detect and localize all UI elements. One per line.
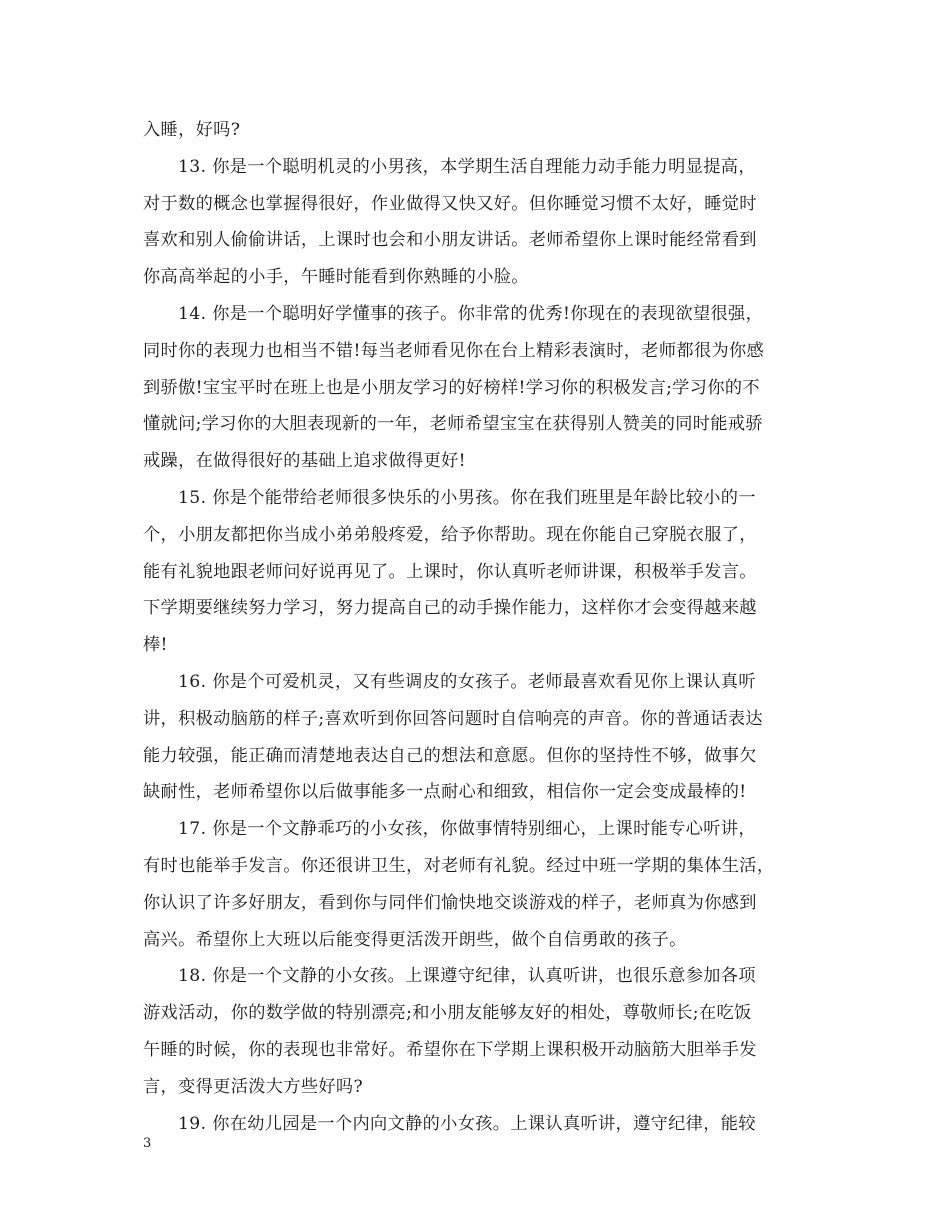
text-line: 能有礼貌地跟老师问好说再见了。上课时，你认真听老师讲课，积极举手发言。 (143, 561, 757, 582)
text-line: 14. 你是一个聪明好学懂事的孩子。你非常的优秀!你现在的表现欲望很强， (178, 303, 764, 324)
text-line: 讲，积极动脑筋的样子;喜欢听到你回答问题时自信响亮的声音。你的普通话表达 (143, 708, 763, 729)
text-line: 同时你的表现力也相当不错!每当老师看见你在台上精彩表演时，老师都很为你感 (143, 340, 765, 361)
text-line: 17. 你是一个文静乖巧的小女孩，你做事情特别细心，上课时能专心听讲， (178, 819, 756, 840)
text-line: 19. 你在幼儿园是一个内向文静的小女孩。上课认真听讲，遵守纪律，能较 (178, 1113, 756, 1134)
text-line: 入睡，好吗? (143, 120, 241, 140)
page-number: 3 (143, 1136, 152, 1151)
text-line: 高兴。希望你上大班以后能变得更活泼开朗些，做个自信勇敢的孩子。 (143, 929, 687, 950)
text-line: 下学期要继续努力学习，努力提高自己的动手操作能力，这样你才会变得越来越 (143, 598, 757, 619)
text-line: 懂就问;学习你的大胆表现新的一年，老师希望宝宝在获得别人赞美的同时能戒骄 (143, 414, 763, 435)
text-line: 对于数的概念也掌握得很好，作业做得又快又好。但你睡觉习惯不太好，睡觉时 (143, 193, 757, 214)
text-line: 15. 你是个能带给老师很多快乐的小男孩。你在我们班里是年龄比较小的一 (178, 487, 756, 508)
text-line: 午睡的时候，你的表现也非常好。希望你在下学期上课积极开动脑筋大胆举手发 (143, 1039, 757, 1060)
text-line: 你高高举起的小手，午睡时能看到你熟睡的小脸。 (143, 267, 529, 288)
text-line: 你认识了许多好朋友，看到你与同伴们愉快地交谈游戏的样子，老师真为你感到 (143, 892, 757, 913)
text-line: 棒! (143, 635, 168, 656)
text-line: 18. 你是一个文静的小女孩。上课遵守纪律，认真听讲，也很乐意参加各项 (178, 966, 756, 987)
text-line: 13. 你是一个聪明机灵的小男孩，本学期生活自理能力动手能力明显提高， (178, 156, 756, 177)
text-line: 游戏活动，你的数学做的特别漂亮;和小朋友能够友好的相处，尊敬师长;在吃饭 (143, 1003, 752, 1024)
text-line: 戒躁，在做得很好的基础上追求做得更好! (143, 451, 466, 472)
text-line: 个，小朋友都把你当成小弟弟般疼爱，给予你帮助。现在你能自己穿脱衣服了， (143, 524, 757, 545)
text-line: 言，变得更活泼大方些好吗? (143, 1076, 364, 1097)
text-line: 有时也能举手发言。你还很讲卫生，对老师有礼貌。经过中班一学期的集体生活， (143, 855, 775, 876)
text-line: 16. 你是个可爱机灵，又有些调皮的女孩子。老师最喜欢看见你上课认真听 (178, 671, 756, 692)
text-line: 喜欢和别人偷偷讲话，上课时也会和小朋友讲话。老师希望你上课时能经常看到 (143, 230, 757, 251)
text-line: 缺耐性，老师希望你以后做事能多一点耐心和细致，相信你一定会变成最棒的! (143, 782, 747, 803)
text-line: 能力较强，能正确而清楚地表达自己的想法和意愿。但你的坚持性不够，做事欠 (143, 745, 757, 766)
document-body (143, 112, 823, 1142)
text-line: 到骄傲!宝宝平时在班上也是小朋友学习的好榜样!学习你的积极发言;学习你的不 (143, 377, 760, 398)
